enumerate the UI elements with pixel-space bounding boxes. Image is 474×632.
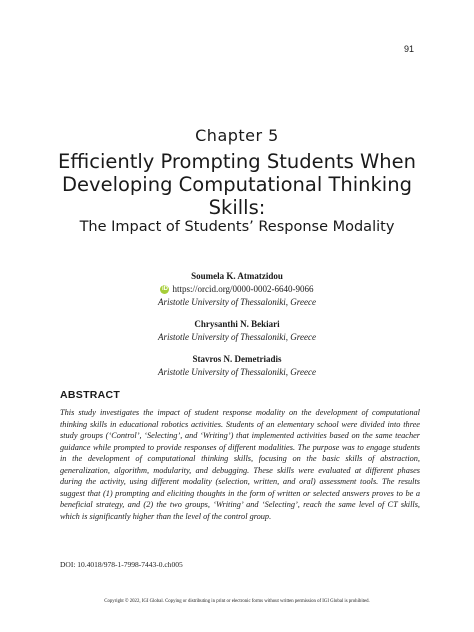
- author-name: Stavros N. Demetriadis: [192, 354, 282, 364]
- author-list: [0, 270, 474, 388]
- orcid-icon: iD: [161, 286, 168, 292]
- author-name: Soumela K. Atmatzidou: [191, 271, 283, 281]
- abstract-heading: ABSTRACT: [60, 389, 121, 401]
- author-block: [0, 353, 474, 378]
- abstract-text: This study investigates the impact of student response modality on the development of computational thinking skills in educational robotics activities. Students of an elementary school were divided into three study groups (‘Control’, ‘Selecting’, and ‘Writing’) that implemented activities based on the same teacher guidance while prompted to provide responses of different modalities. The purpose was to engage students in the development of computational thinking skills, focusing on the basic skills of abstraction, generalization, algorithm, modularity, and debugging. These skills were evaluated at different phases during the activity, using different modality (selection, written, and oral) assessment tools. The results suggest that (1) prompting and eliciting thoughts in the form of written or selected answers proves to be a beneficial strategy, and (2) the two groups, ‘Writing’ and ‘Selecting’, reach the same level of CT skills, which is significantly higher than the level of the control group.: [60, 408, 420, 521]
- chapter-title: Efficiently Prompting Students When Developing Computational Thinking Skills:: [58, 150, 416, 219]
- chapter-label: Chapter 5: [195, 126, 279, 145]
- orcid-line: [0, 283, 474, 296]
- page-number: 91: [403, 44, 414, 54]
- author-name: Chrysanthi N. Bekiari: [194, 319, 280, 329]
- author-block: [0, 318, 474, 343]
- orcid-link[interactable]: https://orcid.org/0000-0002-6640-9066: [172, 284, 314, 294]
- doi: DOI: 10.4018/978-1-7998-7443-0.ch005: [60, 560, 183, 569]
- author-affiliation: Aristotle University of Thessaloniki, Greece: [158, 332, 316, 342]
- chapter-subtitle: The Impact of Students’ Response Modality: [79, 219, 395, 235]
- copyright-notice: Copyright © 2022, IGI Global. Copying or distributing in print or electronic forms without written permission of IGI Global is prohibited.: [104, 599, 370, 604]
- author-block: [0, 270, 474, 308]
- author-affiliation: Aristotle University of Thessaloniki, Greece: [158, 297, 316, 307]
- author-affiliation: Aristotle University of Thessaloniki, Greece: [158, 367, 316, 377]
